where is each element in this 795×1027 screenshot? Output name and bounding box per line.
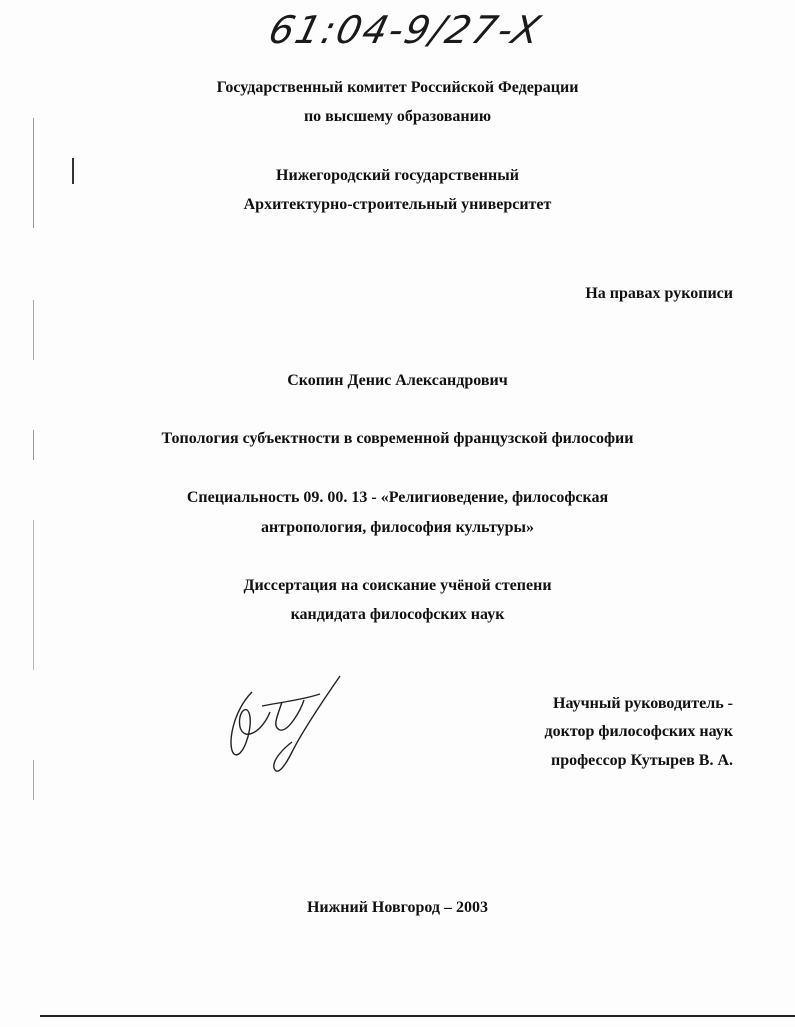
- specialty-line-1: Специальность 09. 00. 13 - «Религиоведение, философская: [186, 489, 609, 506]
- signature-image: [222, 672, 352, 776]
- author-name: Скопин Денис Александрович: [287, 372, 508, 389]
- scan-margin-mark: [33, 760, 34, 800]
- committee-line-2: по высшему образованию: [303, 108, 492, 125]
- rights-note: На правах рукописи: [585, 285, 733, 302]
- handwritten-registration-code: 61:04-9/27-X: [264, 8, 547, 52]
- scan-bottom-edge: [40, 1015, 795, 1017]
- scan-margin-mark: [33, 300, 34, 360]
- supervisor-line-3: профессор Кутырев В. А.: [550, 752, 733, 769]
- specialty-line-2: антропология, философия культуры»: [260, 519, 535, 536]
- supervisor-line-1: Научный руководитель -: [553, 695, 733, 712]
- supervisor-line-2: доктор философских наук: [544, 723, 733, 740]
- university-line-2: Архитектурно-строительный университет: [243, 196, 552, 213]
- committee-line-1: Государственный комитет Российской Федерации: [216, 79, 579, 96]
- degree-line-1: Диссертация на соискание учёной степени: [243, 577, 552, 594]
- city-year: Нижний Новгород – 2003: [306, 899, 488, 916]
- degree-line-2: кандидата философских наук: [290, 606, 505, 623]
- dissertation-title: Топология субъектности в современной французской философии: [161, 430, 634, 447]
- university-line-1: Нижегородский государственный: [276, 167, 519, 184]
